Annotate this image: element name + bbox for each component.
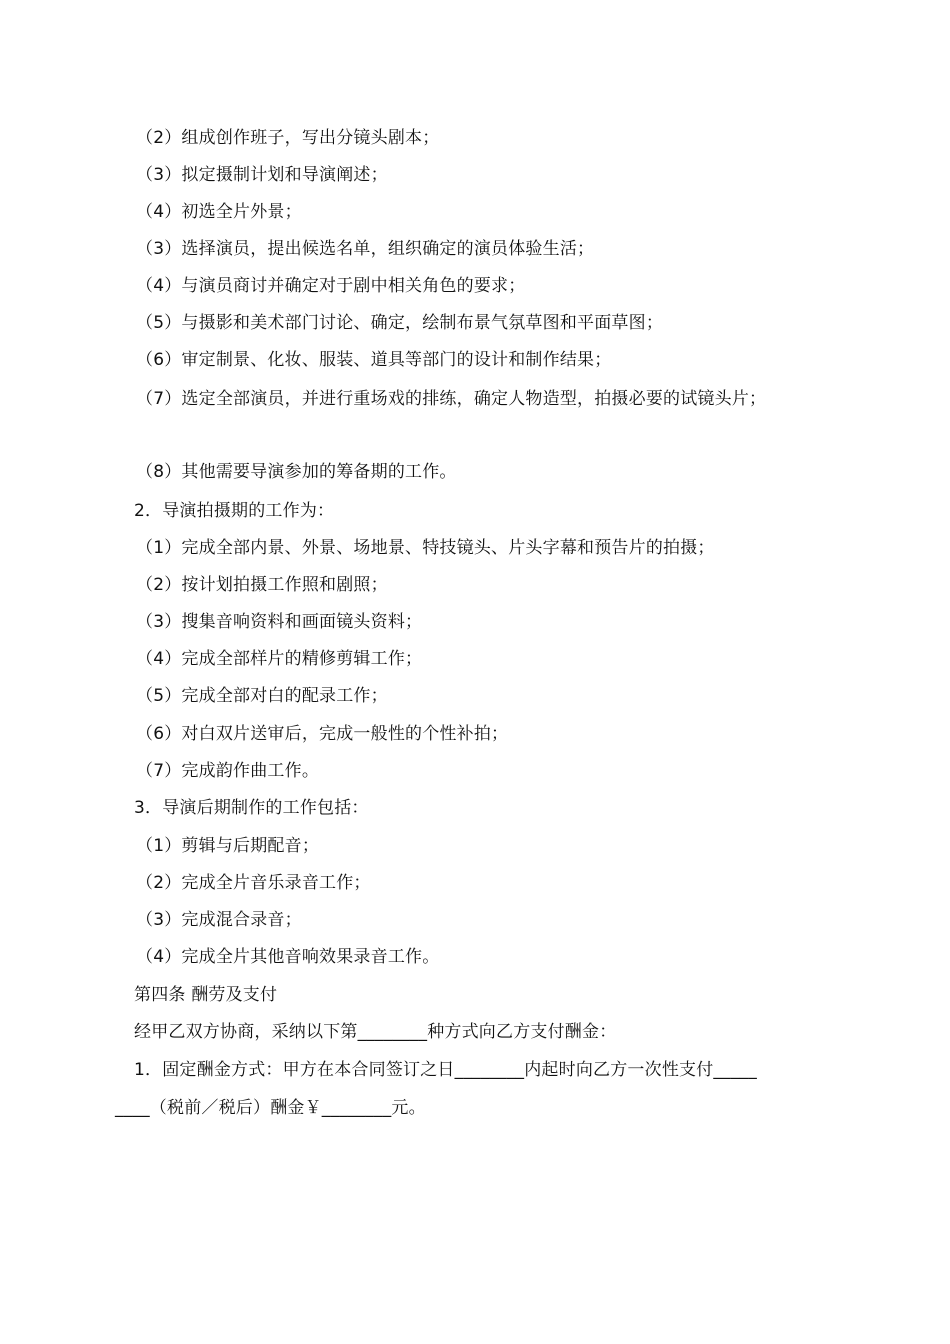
item-4-exterior-scouting: （4）初选全片外景； (136, 202, 302, 222)
post-item-1: （1）剪辑与后期配音； (136, 836, 320, 856)
item-6-design-review: （6）审定制景、化妆、服装、道具等部门的设计和制作结果； (136, 350, 612, 370)
item-4-role-requirements: （4）与演员商讨并确定对于剧中相关角色的要求； (136, 276, 526, 296)
shoot-item-6: （6）对白双片送审后，完成一般性的个性补拍； (136, 724, 509, 744)
item-2-form-team: （2）组成创作班子，写出分镜头剧本； (136, 128, 440, 148)
post-item-2: （2）完成全片音乐录音工作； (136, 873, 371, 893)
shoot-item-5: （5）完成全部对白的配录工作； (136, 686, 388, 706)
shoot-item-1: （1）完成全部内景、外景、场地景、特技镜头、片头字幕和预告片的拍摄； (136, 538, 715, 558)
item-5-set-sketches: （5）与摄影和美术部门讨论、确定，绘制布景气氛草图和平面草图； (136, 313, 664, 333)
section-2-shooting-heading: 2．导演拍摄期的工作为： (134, 501, 335, 521)
item-8-other-prep-work: （8）其他需要导演参加的筹备期的工作。 (136, 462, 457, 482)
fixed-fee-clause: 1．固定酬金方式：甲方在本合同签订之日________内起时向乙方一次性支付_____ (134, 1060, 757, 1080)
shoot-item-2: （2）按计划拍摄工作照和剧照； (136, 575, 388, 595)
item-7-rehearsal: （7）选定全部演员，并进行重场戏的排练，确定人物造型，拍摄必要的试镜头片； (136, 389, 767, 409)
section-3-post-heading: 3．导演后期制作的工作包括： (134, 798, 369, 818)
shoot-item-3: （3）搜集音响资料和画面镜头资料； (136, 612, 423, 632)
payment-method-intro: 经甲乙双方协商，采纳以下第________种方式向乙方支付酬金： (134, 1022, 617, 1042)
post-item-3: （3）完成混合录音； (136, 910, 302, 930)
fixed-fee-clause-continued: ____（税前／税后）酬金￥________元。 (115, 1098, 426, 1118)
article-4-heading: 第四条 酬劳及支付 (134, 985, 278, 1005)
item-3-select-actors: （3）选择演员，提出候选名单，组织确定的演员体验生活； (136, 239, 595, 259)
post-item-4: （4）完成全片其他音响效果录音工作。 (136, 947, 440, 967)
item-3-shooting-plan: （3）拟定摄制计划和导演阐述； (136, 165, 388, 185)
shoot-item-7: （7）完成韵作曲工作。 (136, 761, 320, 781)
shoot-item-4: （4）完成全部样片的精修剪辑工作； (136, 649, 423, 669)
